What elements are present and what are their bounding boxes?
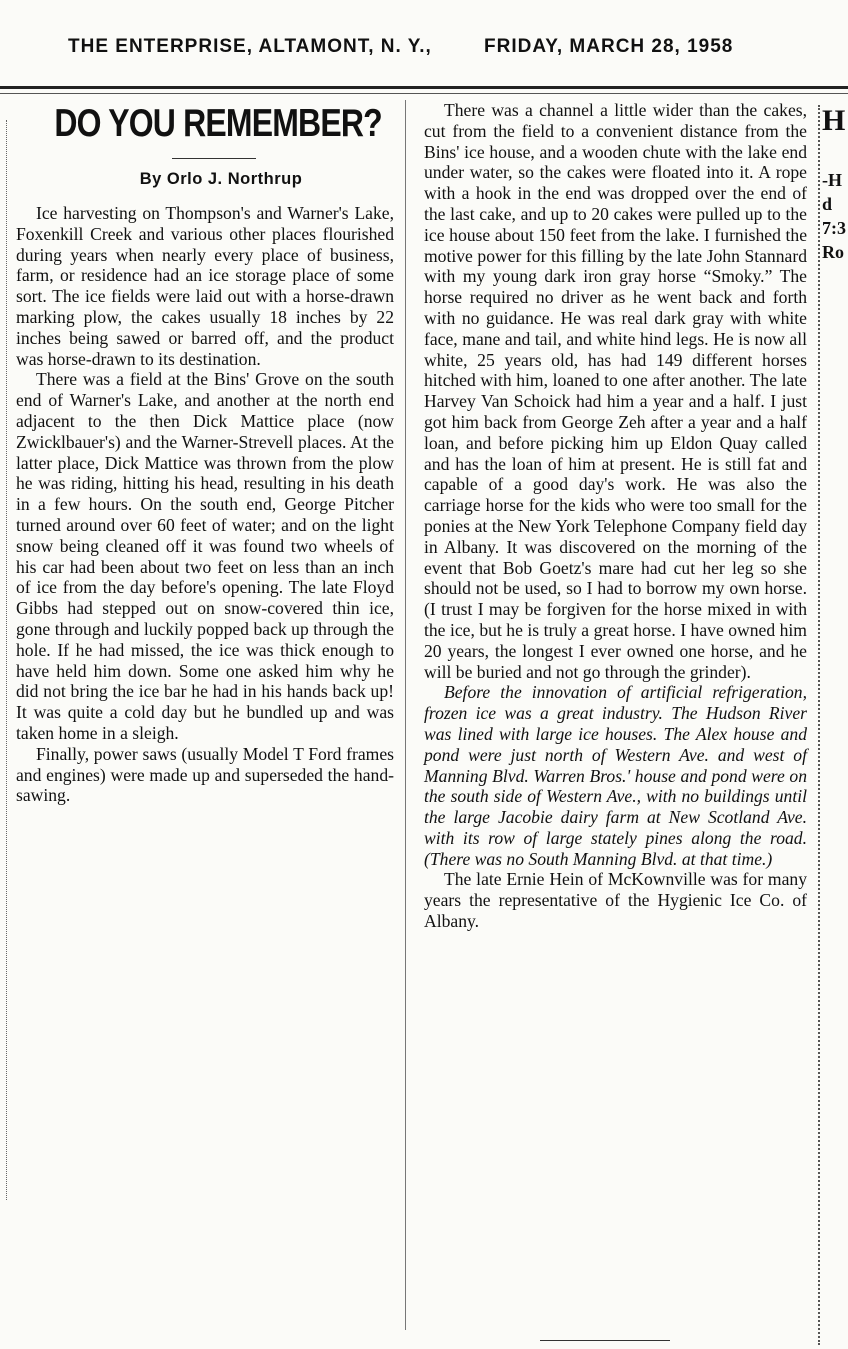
edge-fragment: d: [822, 194, 833, 214]
article-end-rule: [540, 1340, 670, 1341]
column-gutter-rule: [405, 100, 420, 1330]
paragraph: There was a field at the Bins' Grove on the south end of Warner's Lake, and another at the north end adjacent to the then Dick Mattice place (now Zwicklbauer's) and the Warner-Strevell places. At the latter place, Dick Mattice was thrown from the plow he was riding, hitting his head, resulting in his death in a few hours. On the south end, George Pitcher turned around over 60 feet of water; and on the light snow being cleaned off it was found two wheels of his car had been about two feet on less than an inch of ice from the day before's opening. The late Floyd Gibbs had stepped out on snow-covered thin ice, gone through and luckily popped back up through the hole. If he had missed, the ice was thick enough to have held him down. Some one asked him why he did not bring the ice bar he had in his hands back up! It was quite a cold day but he bundled up and was taken home in a sleigh.: [16, 369, 394, 743]
left-column-edge: [0, 120, 7, 1200]
article-column-1: [16, 203, 394, 806]
masthead-rule-thin: [0, 93, 848, 94]
paragraph: The late Ernie Hein of McKownville was for many years the representative of the Hygienic Ice Co. of Albany.: [424, 869, 807, 932]
paragraph: There was a channel a little wider than the cakes, cut from the field to a convenient distance from the Bins' ice house, and a wooden chute with the lake end under water, so the cakes were floated into it. A rope with a hook in the end was dropped over the end of the last cake, and up to 20 cakes were pulled up to the ice house about 150 feet from the lake. I furnished the motive power for this filling by the late John Stannard with my young dark iron gray horse “Smoky.” The horse required no driver as he went back and forth with no guidance. He was real dark gray with white face, mane and tail, and white hind legs. He is now all white, 25 years old, has had 149 different horses hitched with him, loaned to one after another. The late Harvey Van Schoick had him a year and a half. I just got him back from George Zeh after a year and a half loan, and before picking him up Eldon Quay called and has the loan of him at present. He is still fat and capable of a good day's work. He was also the carriage horse for the kids who were too small for the ponies at the New York Telephone Company field day in Albany. It was discovered on the morning of the event that Bob Goetz's mare had cut her leg so she should not be used, so I had to borrow my own horse. (I trust I may be forgiven for the horse mixed in with the ice, but he is truly a great horse. I have owned him 20 years, the longest I ever owned one horse, and he will be buried and not go through the grinder).: [424, 100, 807, 682]
paragraph: Before the innovation of artificial refrigeration, frozen ice was a great industry. The Hudson River was lined with large ice houses. The Alex house and pond were just north of Western Ave. and west of Manning Blvd. Warren Bros.' house and pond were on the south side of Western Ave., with no buildings until the large Jacobie dairy farm at New Scotland Ave. with its row of large stately pines along the road. (There was no South Manning Blvd. at that time.): [424, 682, 807, 869]
edge-fragment: -H: [822, 170, 842, 190]
byline: By Orlo J. Northrup: [139, 170, 303, 188]
edge-fragment: Ro: [822, 242, 844, 262]
article-column-2: [424, 100, 807, 932]
issue-date: FRIDAY, MARCH 28, 1958: [484, 36, 734, 57]
paragraph: Finally, power saws (usually Model T Ford frames and engines) were made up and superseded the hand-sawing.: [16, 743, 394, 806]
masthead-rule: [0, 86, 848, 89]
headline: DO YOU REMEMBER?: [54, 102, 382, 145]
headline-rule: [172, 158, 256, 159]
paragraph: Ice harvesting on Thompson's and Warner's Lake, Foxenkill Creek and various other places flourished during years when nearly every place of business, farm, or residence had an ice storage place of some sort. The ice fields were laid out with a horse-drawn marking plow, the cakes usually 18 inches by 22 inches being sawed or barred off, and the product was horse-drawn to its destination.: [16, 203, 394, 369]
edge-fragment: H: [822, 104, 846, 137]
adjacent-column-fragment: [818, 105, 848, 1345]
newspaper-name: THE ENTERPRISE, ALTAMONT, N. Y.,: [68, 36, 432, 57]
edge-fragment: 7:3: [822, 218, 846, 238]
